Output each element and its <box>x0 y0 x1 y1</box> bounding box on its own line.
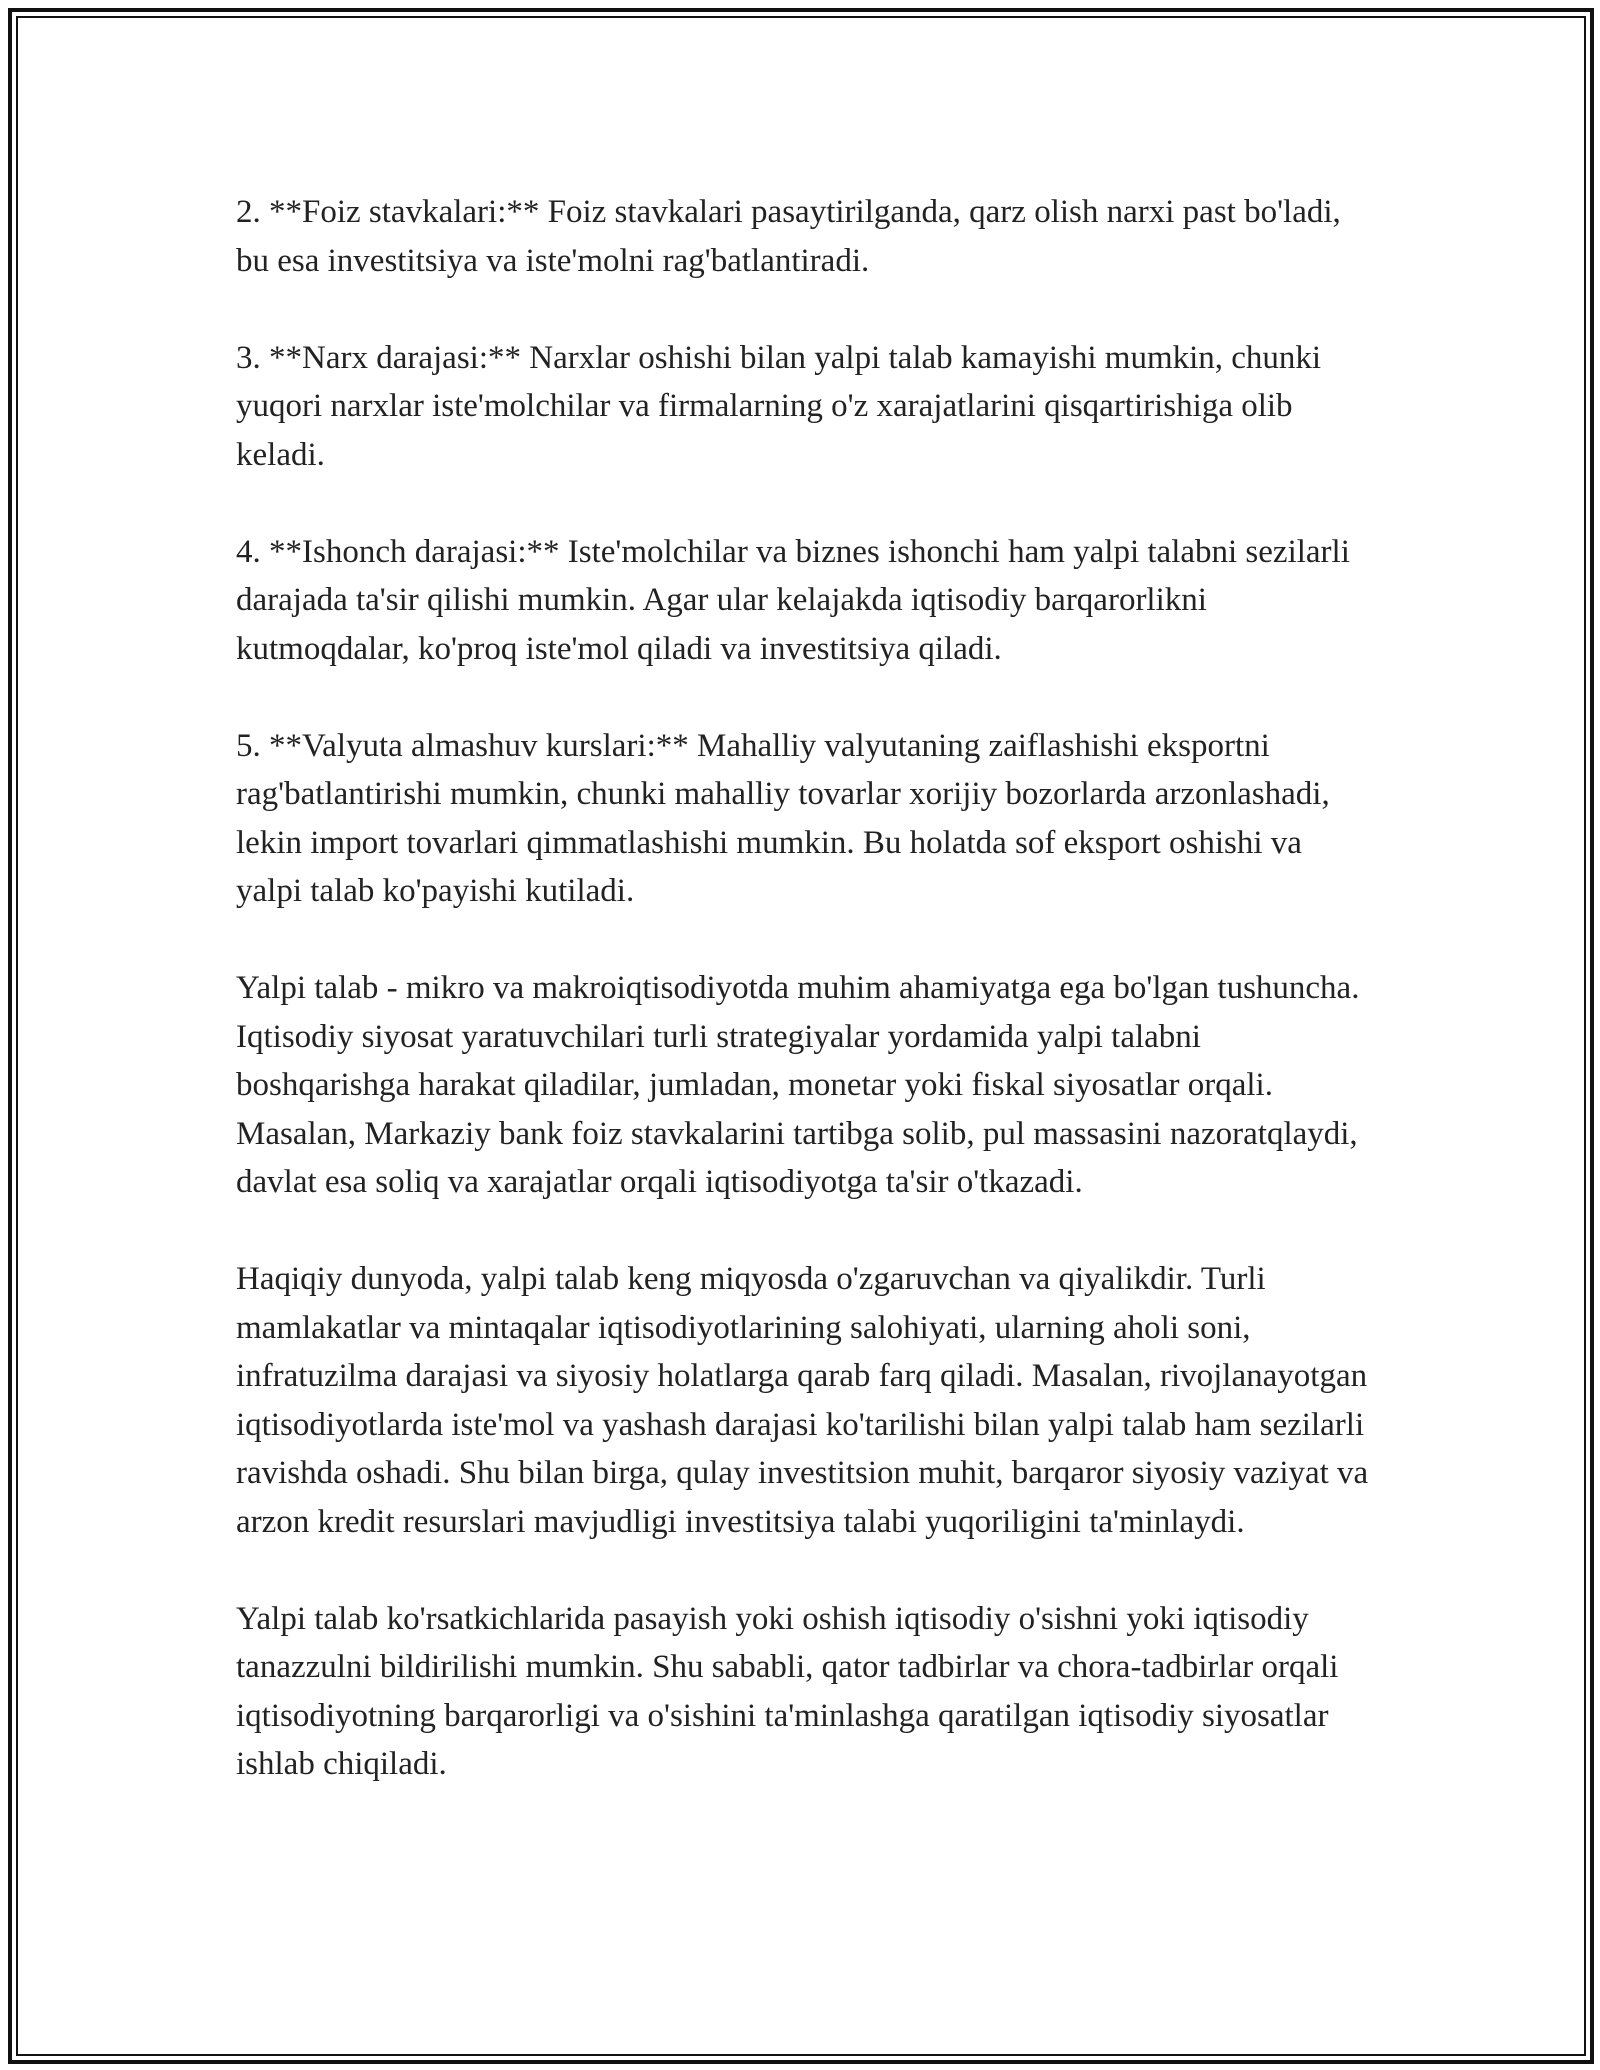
paragraph-foiz-stavkalari: 2. **Foiz stavkalari:** Foiz stavkalari pasaytirilganda, qarz olish narxi past bo'ladi, bu esa investitsiya va iste'molni rag'batlantiradi. <box>236 194 1341 279</box>
document-body <box>236 188 1376 1837</box>
paragraph-yalpi-talab-tushuncha: Yalpi talab - mikro va makroiqtisodiyotda muhim ahamiyatga ega bo'lgan tushuncha. Iqtisodiy siyosat yaratuvchilari turli strategiyalar yordamida yalpi talabni boshqarishga harakat qiladilar, jumladan, monetar yoki fiskal siyosatlar orqali. Masalan, Markaziy bank foiz stavkalarini tartibga solib, pul massasini nazoratqlaydi, davlat esa soliq va xarajatlar orqali iqtisodiyotga ta'sir o'tkazadi. <box>236 970 1360 1200</box>
paragraph-narx-darajasi: 3. **Narx darajasi:** Narxlar oshishi bilan yalpi talab kamayishi mumkin, chunki yuqori narxlar iste'molchilar va firmalarning o'z xarajatlarini qisqartirishiga olib keladi. <box>236 339 1322 473</box>
paragraph-valyuta-kurslari: 5. **Valyuta almashuv kurslari:** Mahalliy valyutaning zaiflashishi eksportni rag'batlantirishi mumkin, chunki mahalliy tovarlar xorijiy bozorlarda arzonlashadi, lekin import tovarlari qimmatlashishi mumkin. Bu holatda sof eksport oshishi va yalpi talab ko'payishi kutiladi. <box>236 727 1330 909</box>
paragraph-ishonch-darajasi: 4. **Ishonch darajasi:** Iste'molchilar va biznes ishonchi ham yalpi talabni sezilarli darajada ta'sir qilishi mumkin. Agar ular kelajakda iqtisodiy barqarorlikni kutmoqdalar, ko'proq iste'mol qiladi va investitsiya qiladi. <box>236 533 1350 667</box>
paragraph-iqtisodiy-siyosat: Yalpi talab ko'rsatkichlarida pasayish yoki oshish iqtisodiy o'sishni yoki iqtisodiy tanazzulni bildirilishi mumkin. Shu sababli, qator tadbirlar va chora-tadbirlar orqali iqtisodiyotning barqarorligi va o'sishini ta'minlashga qaratilgan iqtisodiy siyosatlar ishlab chiqiladi. <box>236 1600 1339 1782</box>
paragraph-haqiqiy-dunyo: Haqiqiy dunyoda, yalpi talab keng miqyosda o'zgaruvchan va qiyalikdir. Turli mamlakatlar va mintaqalar iqtisodiyotlarining salohiyati, ularning aholi soni, infratuzilma darajasi va siyosiy holatlarga qarab farq qiladi. Masalan, rivojlanayotgan iqtisodiyotlarda iste'mol va yashash darajasi ko'tarilishi bilan yalpi talab ham sezilarli ravishda oshadi. Shu bilan birga, qulay investitsion muhit, barqaror siyosiy vaziyat va arzon kredit resurslari mavjudligi investitsiya talabi yuqoriligini ta'minlaydi. <box>236 1261 1369 1540</box>
